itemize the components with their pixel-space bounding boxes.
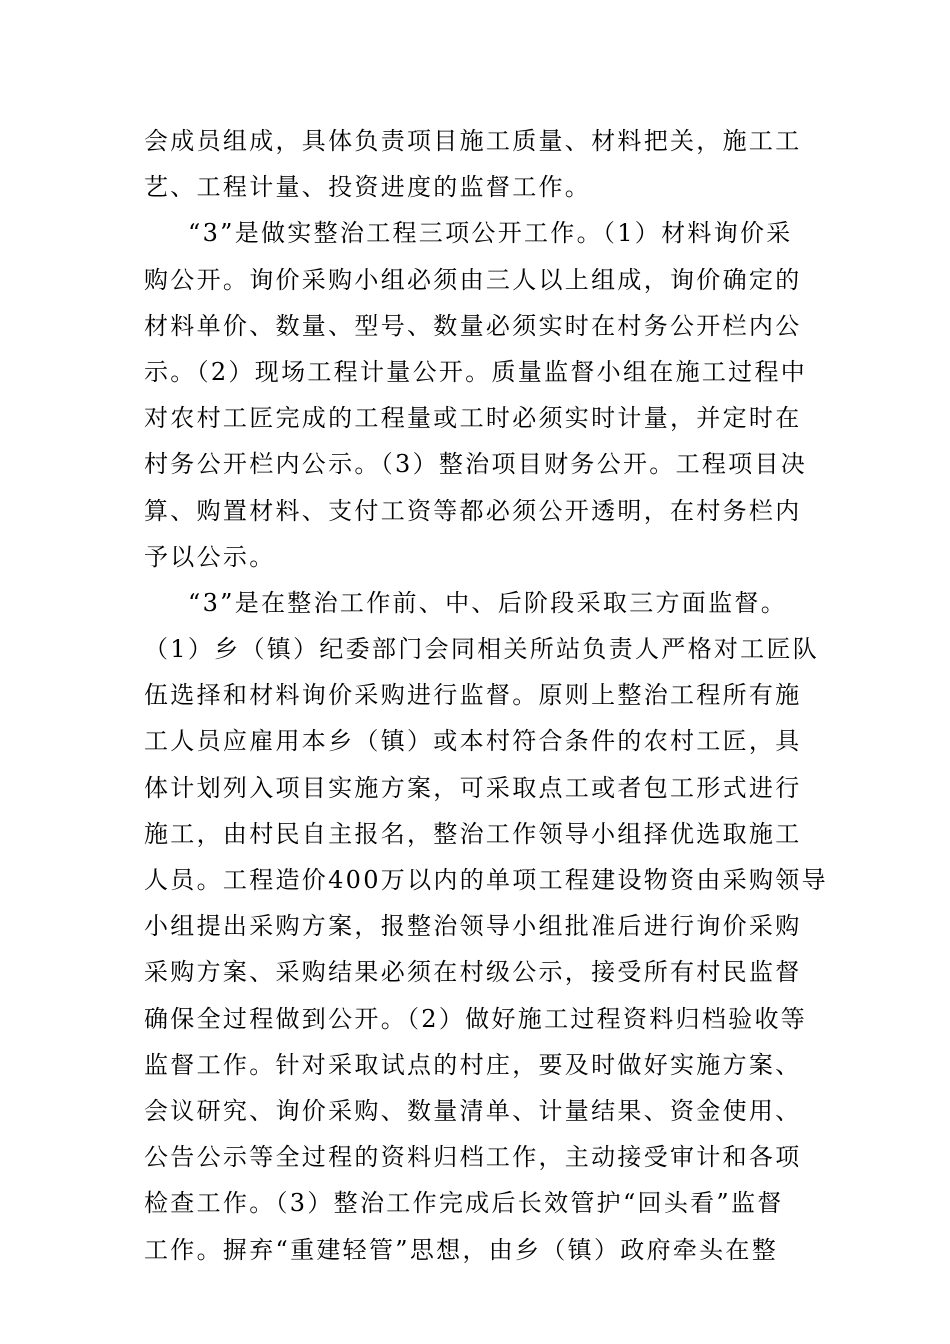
text-line: 购公开。询价采购小组必须由三人以上组成，询价确定的 bbox=[144, 265, 802, 294]
text-line: 艺、工程计量、投资进度的监督工作。 bbox=[144, 173, 592, 202]
document-body bbox=[144, 118, 828, 1273]
text-line: 算、购置材料、支付工资等都必须公开透明，在村务栏内 bbox=[144, 496, 802, 525]
text-line: 对农村工匠完成的工程量或工时必须实时计量，并定时在 bbox=[144, 404, 802, 433]
text-line: （1）乡（镇）纪委部门会同相关所站负责人严格对工匠队 bbox=[144, 635, 820, 664]
text-line: 体计划列入项目实施方案，可采取点工或者包工形式进行 bbox=[144, 773, 802, 802]
text-line: 监督工作。针对采取试点的村庄，要及时做好实施方案、 bbox=[144, 1050, 802, 1079]
text-line: 村务公开栏内公示。（3）整治项目财务公开。工程项目决 bbox=[144, 450, 808, 479]
text-line: 检查工作。（3）整治工作完成后长效管护“回头看”监督 bbox=[144, 1189, 784, 1218]
text-line: 施工，由村民自主报名，整治工作领导小组择优选取施工 bbox=[144, 819, 802, 848]
text-line: 予以公示。 bbox=[144, 542, 276, 571]
text-line: 材料单价、数量、型号、数量必须实时在村务公开栏内公 bbox=[144, 311, 802, 340]
text-line: 工作。摒弃“重建轻管”思想，由乡（镇）政府牵头在整 bbox=[144, 1235, 779, 1264]
text-line: 采购方案、采购结果必须在村级公示，接受所有村民监督 bbox=[144, 958, 802, 987]
text-line: 工人员应雇用本乡（镇）或本村符合条件的农村工匠，具 bbox=[144, 727, 802, 756]
text-line: 会议研究、询价采购、数量清单、计量结果、资金使用、 bbox=[144, 1096, 802, 1125]
text-line: 公告公示等全过程的资料归档工作，主动接受审计和各项 bbox=[144, 1143, 802, 1172]
text-line: 人员。工程造价400万以内的单项工程建设物资由采购领导 bbox=[144, 866, 828, 894]
text-line: 小组提出采购方案，报整治领导小组批准后进行询价采购 bbox=[144, 912, 802, 941]
text-line: 确保全过程做到公开。（2）做好施工过程资料归档验收等 bbox=[144, 1004, 808, 1033]
text-line: 伍选择和材料询价采购进行监督。原则上整治工程所有施 bbox=[144, 681, 802, 710]
text-line: 示。（2）现场工程计量公开。质量监督小组在施工过程中 bbox=[144, 357, 808, 386]
text-line: “3”是在整治工作前、中、后阶段采取三方面监督。 bbox=[188, 588, 788, 617]
text-line: 会成员组成，具体负责项目施工质量、材料把关，施工工 bbox=[144, 127, 802, 155]
text-line: “3”是做实整治工程三项公开工作。（1）材料询价采 bbox=[188, 219, 793, 248]
